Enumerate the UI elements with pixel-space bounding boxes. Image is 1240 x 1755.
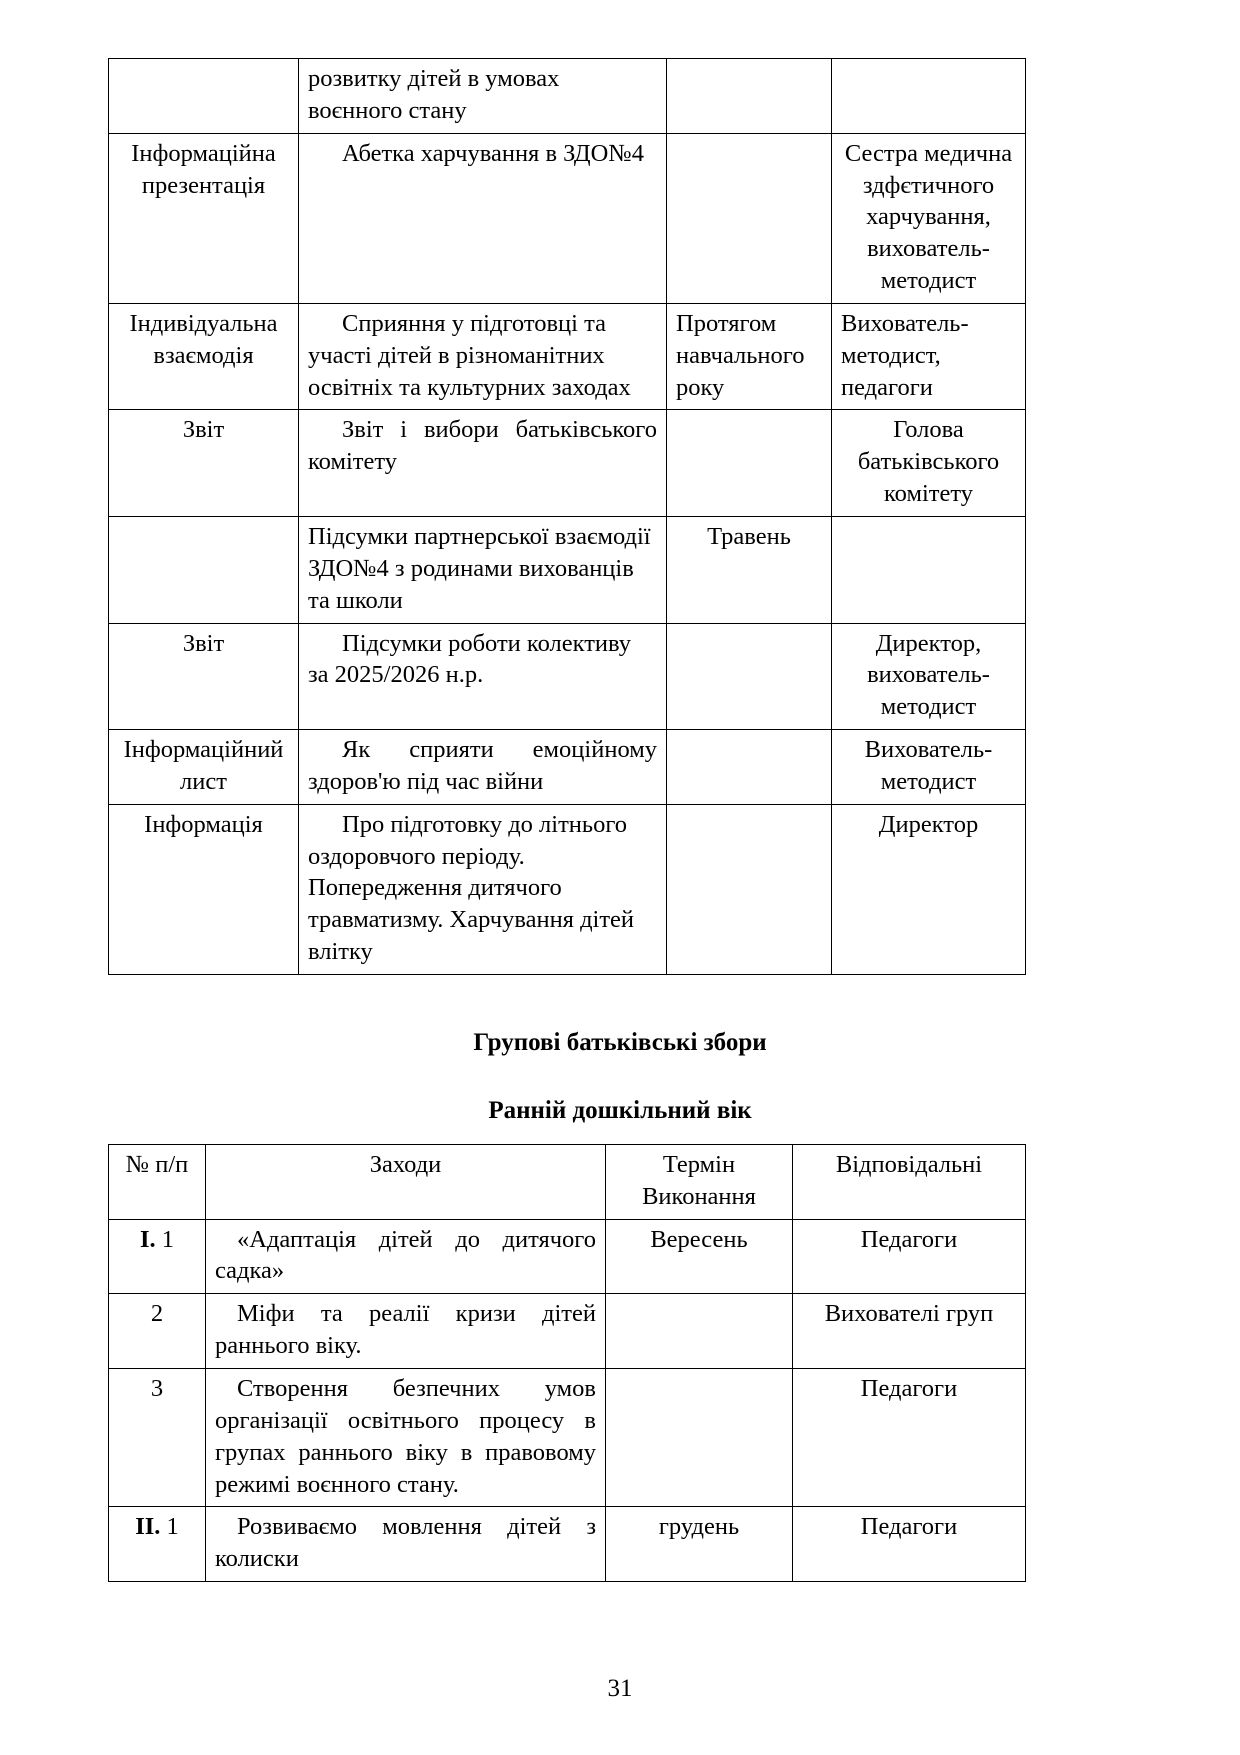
cell-responsible: Вихователь-методист, педагоги bbox=[832, 303, 1026, 410]
cell-form: Звіт bbox=[109, 410, 299, 517]
cell-measures: Створення безпечних умов організації освітнього процесу в групах раннього віку в правовому режимі воєнного стану. bbox=[206, 1369, 606, 1507]
cell-responsible bbox=[832, 59, 1026, 134]
table-row bbox=[109, 1294, 1026, 1369]
cell-term: Травень bbox=[667, 516, 832, 623]
header-responsible: Відповідальні bbox=[793, 1144, 1026, 1219]
cell-content: Як сприяти емоційному здоров'ю під час війни bbox=[299, 730, 667, 805]
cell-form bbox=[109, 516, 299, 623]
cell-term bbox=[606, 1294, 793, 1369]
cell-content: Підсумки роботи колективу за 2025/2026 н.р. bbox=[299, 623, 667, 730]
table-row bbox=[109, 730, 1026, 805]
cell-responsible: Директор bbox=[832, 804, 1026, 974]
table-header-row bbox=[109, 1144, 1026, 1219]
table-row bbox=[109, 303, 1026, 410]
cell-measures: Розвиваємо мовлення дітей з колиски bbox=[206, 1507, 606, 1582]
heading-group-meetings: Групові батьківські збори bbox=[473, 1028, 767, 1056]
cell-number bbox=[109, 1294, 206, 1369]
cell-responsible: Педагоги bbox=[793, 1507, 1026, 1582]
table-row bbox=[109, 516, 1026, 623]
cell-number bbox=[109, 1369, 206, 1507]
cell-term bbox=[667, 804, 832, 974]
header-term: Термін Виконання bbox=[606, 1144, 793, 1219]
cell-measures: «Адаптація дітей до дитячого садка» bbox=[206, 1219, 606, 1294]
cell-responsible: Вихователь-методист bbox=[832, 730, 1026, 805]
cell-term bbox=[667, 410, 832, 517]
header-measures: Заходи bbox=[206, 1144, 606, 1219]
roman-numeral: I. bbox=[139, 1225, 156, 1253]
spacer bbox=[108, 1128, 1132, 1144]
cell-term bbox=[667, 133, 832, 303]
item-number: 1 bbox=[155, 1225, 175, 1253]
cell-form: Інформаційний лист bbox=[109, 730, 299, 805]
cell-number bbox=[109, 1219, 206, 1294]
item-number: 1 bbox=[160, 1513, 179, 1541]
cell-measures: Міфи та реалії кризи дітей раннього віку. bbox=[206, 1294, 606, 1369]
cell-content: Звіт і вибори батьківського комітету bbox=[299, 410, 667, 517]
cell-content: Підсумки партнерської взаємодії ЗДО№4 з родинами вихованців та школи bbox=[299, 516, 667, 623]
cell-term: Вересень bbox=[606, 1219, 793, 1294]
cell-term bbox=[667, 59, 832, 134]
cell-responsible bbox=[832, 516, 1026, 623]
cell-responsible: Вихователі груп bbox=[793, 1294, 1026, 1369]
heading-early-preschool-age: Ранній дошкільний вік bbox=[488, 1097, 752, 1125]
cell-responsible: Педагоги bbox=[793, 1369, 1026, 1507]
cell-responsible: Директор, вихователь-методист bbox=[832, 623, 1026, 730]
parent-partnership-table bbox=[108, 58, 1026, 975]
early-age-meetings-table bbox=[108, 1144, 1026, 1582]
table-row bbox=[109, 1219, 1026, 1294]
spacer bbox=[108, 1059, 1132, 1095]
cell-number bbox=[109, 1507, 206, 1582]
table-row bbox=[109, 804, 1026, 974]
cell-form: Звіт bbox=[109, 623, 299, 730]
cell-responsible: Голова батьківського комітету bbox=[832, 410, 1026, 517]
cell-responsible: Педагоги bbox=[793, 1219, 1026, 1294]
cell-content: Про підготовку до літнього оздоровчого періоду. Попередження дитячого травматизму. Харчування дітей влітку bbox=[299, 804, 667, 974]
table-row bbox=[109, 1369, 1026, 1507]
cell-responsible: Сестра медична здфєтичного харчування, вихователь-методист bbox=[832, 133, 1026, 303]
cell-term: Протягом навчального року bbox=[667, 303, 832, 410]
table-row bbox=[109, 410, 1026, 517]
cell-term bbox=[606, 1369, 793, 1507]
roman-numeral: II. bbox=[135, 1513, 161, 1541]
cell-form: Інформація bbox=[109, 804, 299, 974]
spacer bbox=[108, 975, 1132, 1027]
table-row bbox=[109, 59, 1026, 134]
table-row bbox=[109, 1507, 1026, 1582]
item-number: 2 bbox=[150, 1300, 164, 1328]
cell-term bbox=[667, 623, 832, 730]
table-row bbox=[109, 623, 1026, 730]
cell-form: Інформаційна презентація bbox=[109, 133, 299, 303]
cell-content: розвитку дітей в умовах воєнного стану bbox=[299, 59, 667, 134]
cell-term: грудень bbox=[606, 1507, 793, 1582]
cell-content: Абетка харчування в ЗДО№4 bbox=[299, 133, 667, 303]
header-number: № п/п bbox=[109, 1144, 206, 1219]
cell-term bbox=[667, 730, 832, 805]
cell-content: Сприяння у підготовці та участі дітей в різноманітних освітніх та культурних заходах bbox=[299, 303, 667, 410]
cell-form: Індивідуальна взаємодія bbox=[109, 303, 299, 410]
page-number: 31 bbox=[607, 1675, 633, 1702]
item-number: 3 bbox=[150, 1375, 164, 1402]
table-row bbox=[109, 133, 1026, 303]
cell-form bbox=[109, 59, 299, 134]
